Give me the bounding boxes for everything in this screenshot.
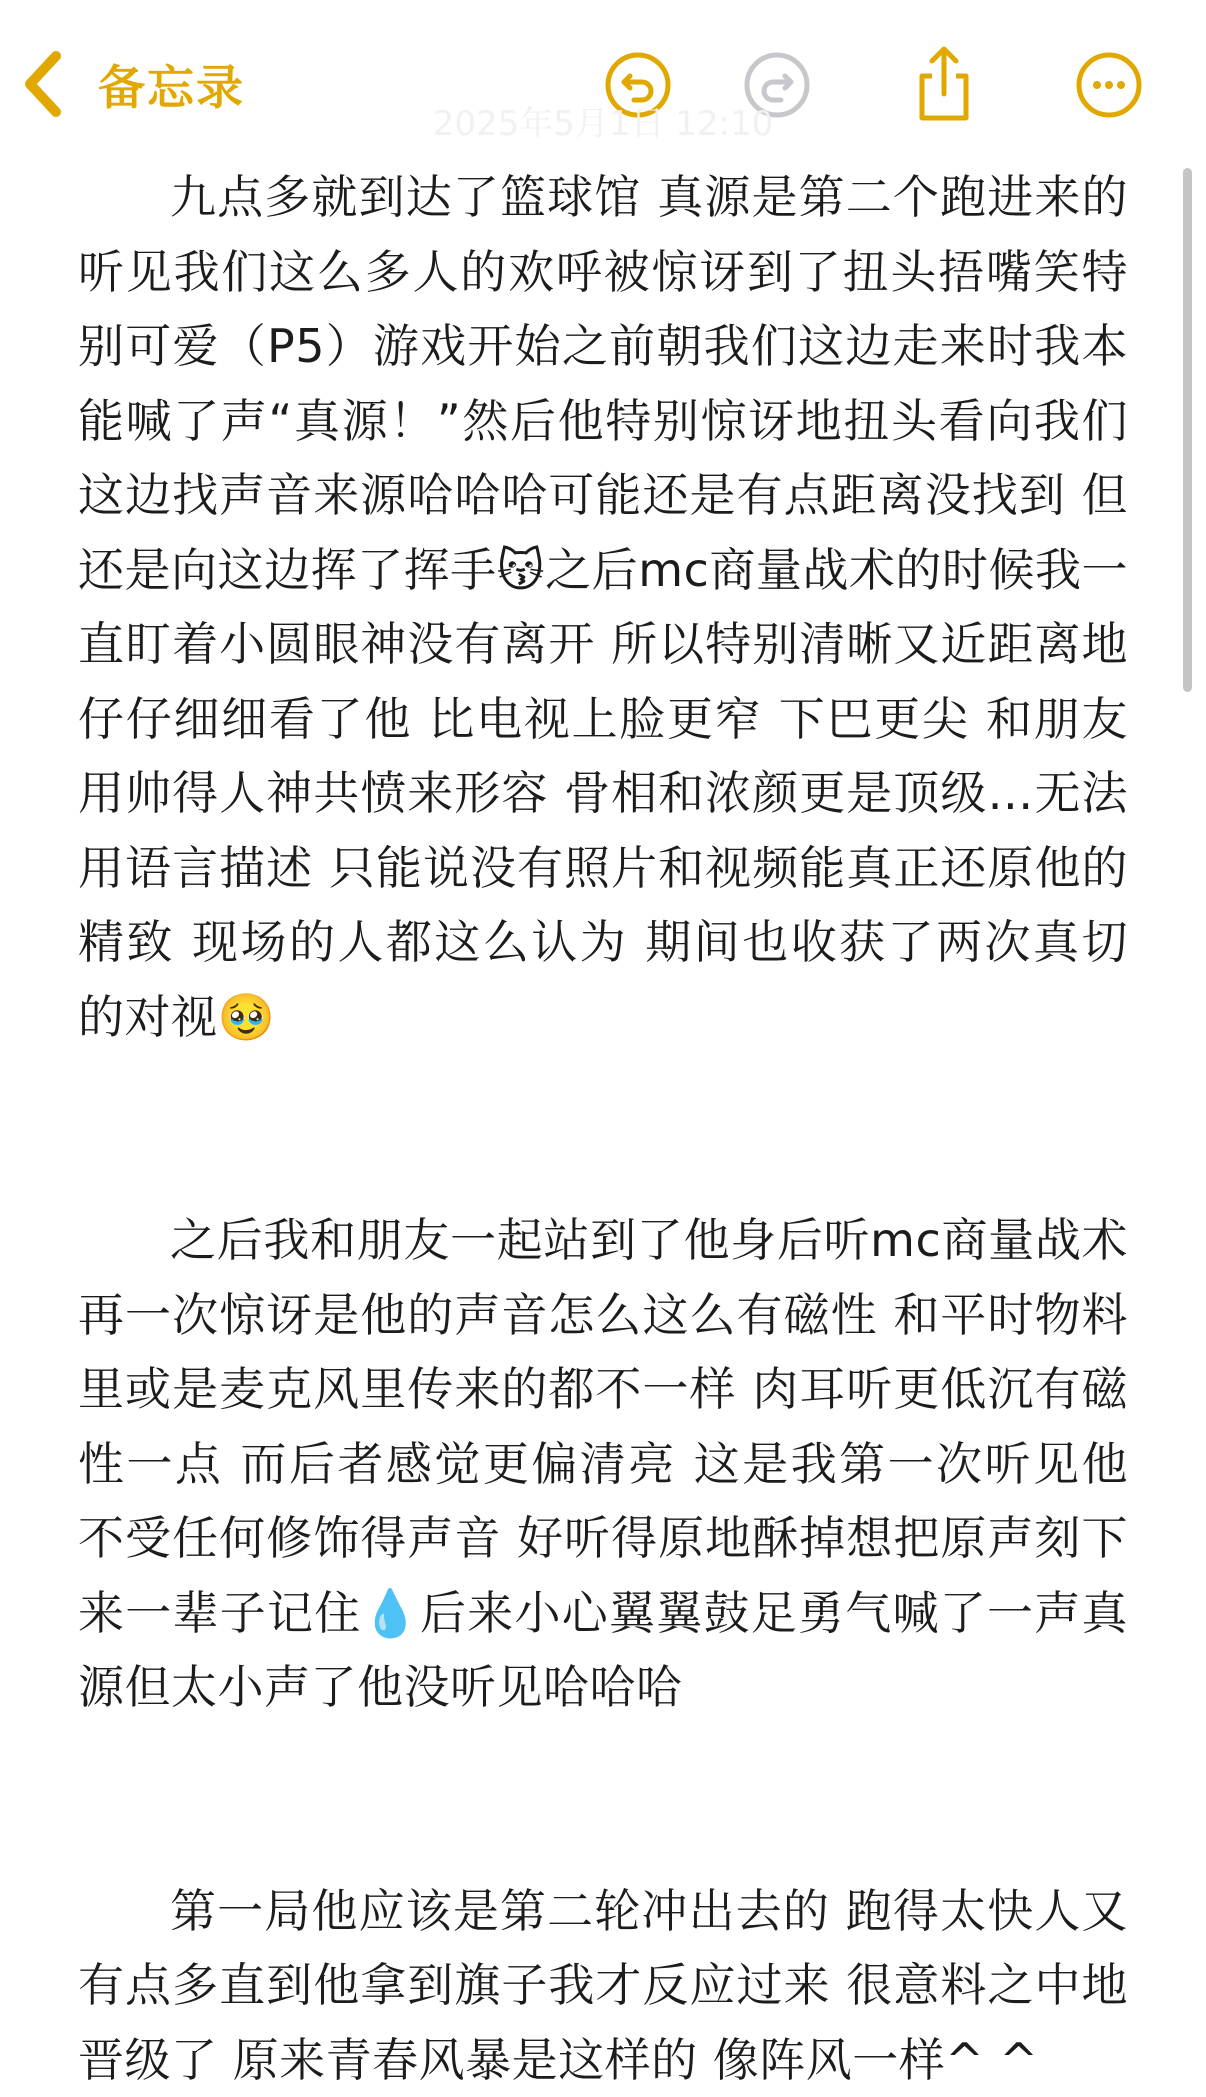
note-paragraph: 九点多就到达了篮球馆 真源是第二个跑进来的 听见我们这么多人的欢呼被惊讶到了扭头捂嘴笑特别可爱（P5）游戏开始之前朝我们这边走来时我本能喊了声“真源！”然后他特别惊讶地扭头看向我们这边找声音来源哈哈哈可能还是有点距离没找到 但还是向这边挥了挥手😽之后mc商量战术的时候我一直盯着小圆眼神没有离开 所以特别清晰又近距离地仔仔细细看了他 比电视上脸更窄 下巴更尖 和朋友用帅得人神共愤来形容 骨相和浓颜更是顶级…无法用语言描述 只能说没有照片和视频能真正还原他的精致 现场的人都这么认为 期间也收获了两次真切的对视🥹 (78, 160, 1128, 1054)
paragraph-gap (78, 1054, 1128, 1203)
note-date: 2025年5月1日 12:10 (0, 96, 1206, 145)
note-paragraph: 之后我和朋友一起站到了他身后听mc商量战术 再一次惊讶是他的声音怎么这么有磁性 和平时物料里或是麦克风里传来的都不一样 肉耳听更低沉有磁性一点 而后者感觉更偏清亮 这是我第一次听见他不受任何修饰得声音 好听得原地酥掉想把原声刻下来一辈子记住💧后来小心翼翼鼓足勇气喊了一声真源但太小声了他没听见哈哈哈 (78, 1203, 1128, 1725)
paragraph-gap (78, 1725, 1128, 1874)
navigation-bar (0, 0, 1206, 150)
note-body[interactable] (78, 160, 1128, 2097)
back-label: 备忘录 (98, 51, 245, 118)
scrollbar[interactable] (1183, 168, 1192, 692)
note-paragraph: 第一局他应该是第二轮冲出去的 跑得太快人又有点多直到他拿到旗子我才反应过来 很意料之中地晋级了 原来青春风暴是这样的 像阵风一样^ ^ (78, 1874, 1128, 2097)
